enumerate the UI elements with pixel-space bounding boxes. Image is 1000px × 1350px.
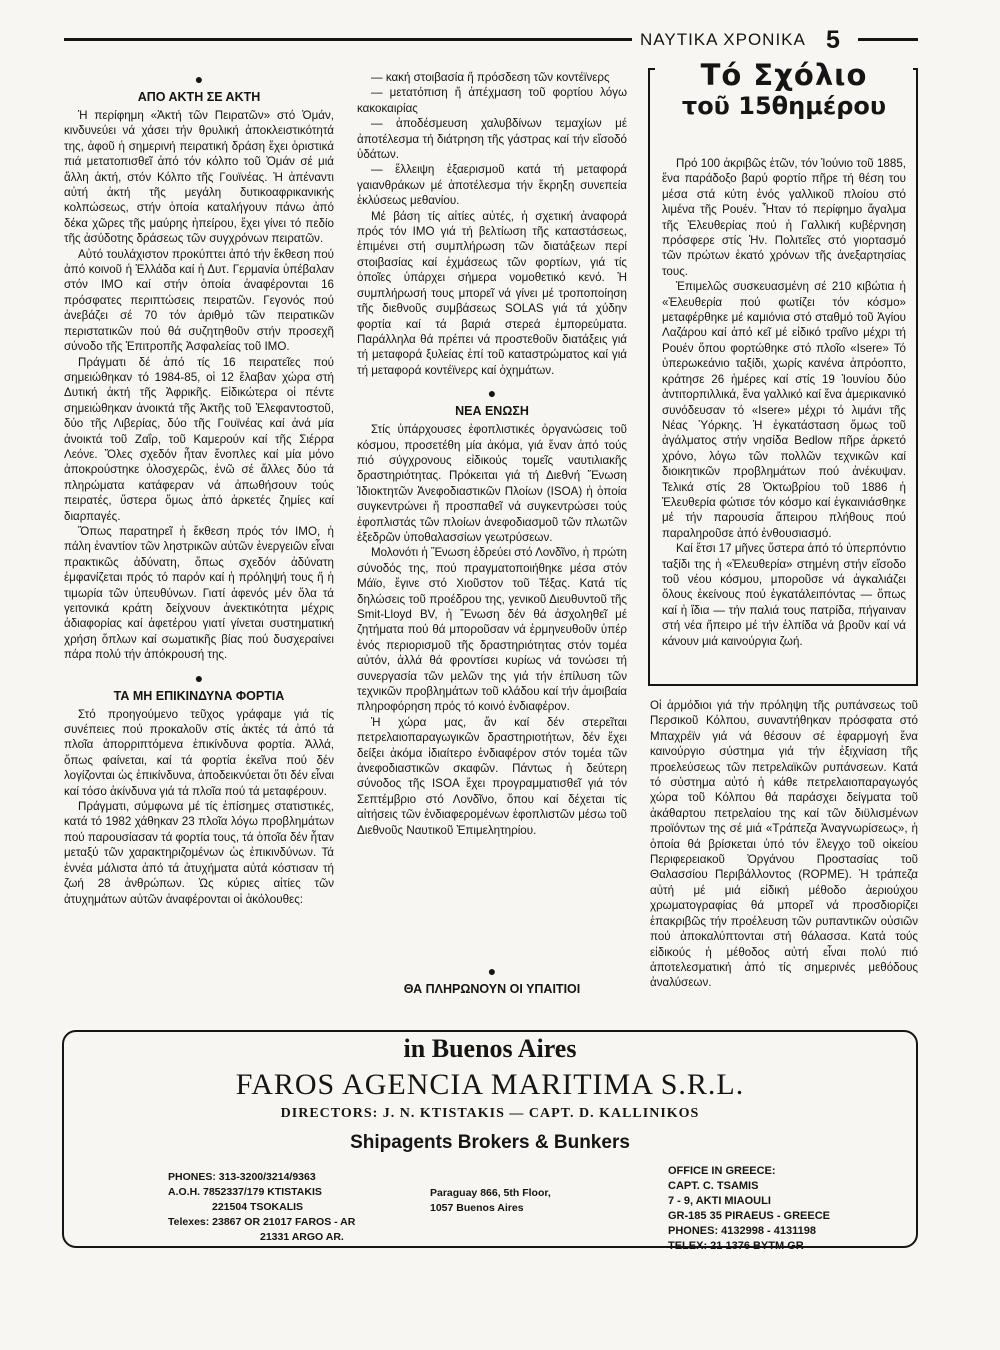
paragraph: Στό προηγούμενο τεῦχος γράφαμε γιά τίς συνέπειες πού προκαλοῦν στίς ἀκτές τά ἀπό τά πλοῖα ἀπορριπτόμενα ἐπικίνδυνα φορτία. Ἀλλά, ὅπως φαίνεται, καί τά φορτία ἐκεῖνα πού δέν λογίζονται ὡς ἐπικίνδυνα, ἀποδεικνύεται ὅτι δέν εἶναι καί τόσο ἀκίνδυνα γιά τά πλοῖα πού τά μεταφέρουν. — [64, 707, 334, 798]
section-bullet: ● — [487, 963, 497, 979]
commentary-body — [662, 156, 906, 649]
advert-greece-telex: TELEX: 21 1376 BYTM GR — [668, 1240, 804, 1252]
advert-greece-contact: CAPT. C. TSAMIS — [668, 1180, 759, 1192]
advert-address — [430, 1186, 630, 1216]
advert-address-1: Paraguay 866, 5th Floor, — [430, 1187, 551, 1199]
column-1 — [64, 66, 334, 907]
publication-title: ΝΑΥΤΙΚΑ ΧΡΟΝΙΚΑ — [640, 30, 806, 49]
advert-greece-office — [668, 1164, 908, 1254]
top-rule-left — [64, 38, 632, 41]
top-rule-right — [858, 38, 918, 41]
section-bullet: ● — [194, 71, 204, 87]
paragraph: Οἱ ἁρμόδιοι γιά τήν πρόληψη τῆς ρυπάνσεως τοῦ Περσικοῦ Κόλπου, συναντήθηκαν πρόσφατα στό Μπαχρέϊν γιά νά θέσουν σέ ἐφαρμογή ἕνα καινούργιο σύστημα γιά τήν ἐξιχνίαση τῆς προελεύσεως τῶν πετρελαϊκῶν ρυπάνσεων. Κατά τό σύστημα αὐτό ἡ κάθε πετρελαιοπαραγωγός χώρα τοῦ Κόλπου θά παράσχει δείγματα τοῦ ἀκάθαρτου πετρελαίου της καί τῶν διϋλισμένων προϊόντων της σέ μιά «Τράπεζα Ἀναγνωρίσεως», ἡ ὁποία θά βρίσκεται ὑπό τόν ἔλεγχο τοῦ οἰκείου Περιφερειακοῦ Ὀργάνου Προστασίας τοῦ Θαλασσίου Περιβάλλοντος (ROPME). Ἡ τράπεζα αὐτή μέ μιά εἰδική μέθοδο ἀεριούχου χρωματογραφίας θά μπορεῖ νά προσδιορίζει ἐπακριβῶς τήν προέλευση τῶν ρυπαντικῶν οὐσιῶν πού ἀποκαλύπτονται στή θάλασσα. Κατά τούς εἰδικούς ἡ μέθοδος αὐτή εἶναι πολύ πιό ἀποτελεσματική ἀπό τίς σημερινές μεθόδους ἀναλύσεων. — [650, 699, 918, 990]
advert-city: in Buenos Aires — [403, 1034, 577, 1063]
advert-greece-heading: OFFICE IN GREECE: — [668, 1165, 776, 1177]
advert-greece-phones: PHONES: 4132998 - 4131198 — [668, 1225, 816, 1237]
list-item: — ἀποδέσμευση χαλυβδίνων τεμαχίων μέ ἀποτέλεσμα τή διάτρηση τῆς γάστρας καί τήν εἴσοδό ὑδάτων. — [357, 117, 627, 162]
paragraph: Ὅπως παρατηρεῖ ἡ ἔκθεση πρός τόν ΙΜΟ, ἡ πάλη ἐναντίον τῶν ληστρικῶν αὐτῶν ἐνεργειῶν εἶναι πρακτικῶς ἀδύνατη, ὅπως σχεδόν ἀδύνατη ἐμφανίζεται πρός τό παρόν καί ἡ πρόληψή τους ἤ ἡ τιμωρία τῶν ὑπευθύνων. Γιατί ἀφενός μέν ὅλα τά γειτονικά κράτη δείχνουν ἀνεκτικότητα μέχρις ἀδιαφορίας καί ἀφετέρου γιατί γίνεται συστηματική χρήση ὅπλων καί σωματικῆς βίας πού δυσχεραίνει πάρα πολύ τήν ἀπόκρουσή της. — [64, 524, 334, 662]
section-heading-cargo: ΤΑ ΜΗ ΕΠΙΚΙΝΔΥΝΑ ΦΟΡΤΙΑ — [113, 688, 285, 703]
paragraph: Ἐπιμελῶς συσκευασμένη σέ 210 κιβώτια ἡ «Ἐλευθερία πού φωτίζει τόν κόσμο» μεταφέρθηκε μέ καμιόνια στό σταθμό τοῦ Ἁγίου Λαζάρου καί ἀπό κεῖ μέ εἰδικό τραῖνο μέχρι τή Ρουέν ὅπου φορτώθηκε στό πλοῖο «Isere» Τό ὑπερωκεάνιο ταξίδι, χωρίς κανένα ἀπρόοπτο, κράτησε 26 ἡμέρες καί στίς 19 Ἰουνίου δύο ἀντιτορπιλλικά, ἕνα γαλλικό καί ἕνα ἀμερικανικό συνόδευσαν τό «Isere» μέχρι τό λιμάνι τῆς Νέας Ὑόρκης. Ἡ ἐγκατάσταση ὅμως τοῦ ἀγάλματος στήν νησίδα Bedlow πῆρε ἀρκετό χρόνο, λόγω τῶν πολλῶν τεχνικῶν καί διοικητικῶν προβλημάτων πού ἀνέκυψαν. Τελικά στίς 28 Ὀκτωβρίου τοῦ 1886 ἡ Ἐλευθερία φώτισε τόν κόσμο καί ἐγκαινιάσθηκε μέ τήν παρουσία ἄπειρου πλήθους πού παραληροῦσε ἀπό ἐνθουσιασμό. — [662, 280, 906, 540]
advert-greece-street: 7 - 9, AKTI MIAOULI — [668, 1195, 771, 1207]
paragraph: Αὐτό τουλάχιστον προκύπτει ἀπό τήν ἔκθεση πού ἀπό κοινοῦ ἡ Ἑλλάδα καί ἡ Δυτ. Γερμανία ὑπέβαλαν στόν ΙΜΟ καί στήν ὁποία ἀναφέρονται 16 πρόσφατες περιπτώσεις πειρατῶν. Γεγονός πού ἀνεβάζει σέ 70 τόν ἀριθμό τῶν πειρατικῶν περιστατικῶν πού θά συζητηθοῦν στήν προσεχῆ σύνοδο τῆς Ἐπιτροπῆς Ἀσφαλείας τοῦ ΙΜΟ. — [64, 247, 334, 354]
advert-greece-city: GR-185 35 PIRAEUS - GREECE — [668, 1210, 830, 1222]
advert-phones — [168, 1170, 428, 1245]
paragraph: Πρό 100 ἀκριβῶς ἐτῶν, τόν Ἰούνιο τοῦ 1885, ἕνα παράδοξο βαρύ φορτίο πῆρε τή θέση του μέσα στά κύτη ἑνός γαλλικοῦ πλοίου στό λιμένα τῆς Ρουέν. Ἦταν τό περίφημο ἄγαλμα τῆς Ἐλευθερίας πού ἡ Γαλλική κυβέρνηση πρόσφερε στίς Ἡν. Πολιτεῖες στό γιορτασμό τῶν πρώτων ἑκατό χρόνων τῆς ἀνεξαρτησίας τους. — [662, 157, 906, 278]
paragraph: Μολονότι ἡ Ἕνωση ἑδρεύει στό Λονδῖνο, ἡ πρώτη σύνοδός της, πού πραγματοποιήθηκε μέσα στόν Μάϊο, ἔγινε στό Χιοῦστον τοῦ Τέξας. Κατά τίς δηλώσεις τοῦ προέδρου της, γενικοῦ Διευθυντοῦ τῆς Smit-Lloyd BV, ἡ Ἕνωση δέν θά ἀσχοληθεῖ μέ ζητήματα πού θά μποροῦσαν νά ἑρμηνευθοῦν ὑπέρ ἐνός περιορισμοῦ τῆς δραστηριότητας στόν τομέα αὐτόν, ἀλλά θά φροντίσει κυρίως νά τονώσει τή συνεργασία τῶν μελῶν της γιά τήν ἐπίλυση τῶν τεχνικῶν προβλημάτων τοῦ κλάδου καί τήν ἀμοιβαία πληροφόρηση πρός τό κοινό ἐνδιαφέρον. — [357, 546, 627, 714]
advert-aoh-1: A.O.H. 7852337/179 KTISTAKIS — [168, 1186, 322, 1198]
polluters-body — [650, 698, 918, 991]
column-2 — [357, 70, 627, 838]
paragraph: Μέ βάση τίς αἰτίες αὐτές, ἡ σχετική ἀναφορά πρός τόν ΙΜΟ γιά τή βελτίωση τῆς καταστάσεως, ἐπιμένει στή συμπλήρωση τῶν διατάξεων περί στοιβασίας καί ἐχμάσεως τῶν φορτίων, γιά τίς ὁποῖες ὑπάρχει σήμερα νομοθετικό κενό. Ἡ συμπλήρωσή τους μπορεῖ νά γίνει μέ τροποποίηση τῆς διεθνοῦς συμβάσεως SOLAS γιά τά χύδην φορτία καί τά βαριά στερεά ἐμπορεύματα. Παράλληλα θά πρέπει νά προστεθοῦν διατάξεις γιά τή μεταφορά ξυλείας ἐπί τοῦ καταστρώματος καί γιά τή μεταφορά κοντέϊνερς καί ὀχημάτων. — [357, 209, 627, 377]
advert-address-2: 1057 Buenos Aires — [430, 1202, 524, 1214]
paragraph: Πράγματι, σύμφωνα μέ τίς ἐπίσημες στατιστικές, κατά τό 1982 χάθηκαν 23 πλοῖα λόγω προβλημάτων πού παρουσίασαν τά φορτία τους, τά ὁποῖα δέν ἦταν μεταξύ τῶν χαρακτηριζομένων ὡς ἐπικινδύνων. Τά ἐννέα μάλιστα ἀπό τά ἀτυχήματα αὐτά κόστισαν τή ζωή 28 ἀνθρώπων. Ὡς κύριες αἰτίες τῶν ἀτυχημάτων αὐτῶν ἀναφέρονται οἱ ἀκόλουθες: — [64, 800, 334, 906]
paragraph: Ἡ περίφημη «Ἀκτή τῶν Πειρατῶν» στό Ὀμάν, κινδυνεύει νά χάσει τήν θρυλική ἀποκλειστικότητά της, ἀφοῦ ἡ σημερινή πειρατική δράση ἔχει ὁριστικά πιά μετατοπισθεῖ ἀπό τόν κόλπο τοῦ Ὀμάν σέ μιά ἄλλη ἀκτή, στόν Κόλπο τῆς Γουϊνέας. Ἡ ἀπέναντι αὐτή ἀκτή τῆς μεγάλη δυτικοαφρικανικής κολπώσεως, στήν ὁποία καταλήγουν πάνω ἀπό δέκα χῶρες τῆς μαύρης ἠπείρου, ἔχει γίνει τό πεδίο τῆς ἀσύδοτης δράσεως τῶν συγχρόνων πειρατῶν. — [64, 109, 334, 246]
advert-company: FAROS AGENCIA MARITIMA S.R.L. — [235, 1068, 745, 1101]
list-item: — ἔλλειψη ἐξαερισμοῦ κατά τή μεταφορά γαιανθράκων μέ ἀποτέλεσμα τήν ἔκρηξη συνεπεία ἐκλύσεως μεθανίου. — [357, 163, 627, 208]
paragraph: Στίς ὑπάρχουσες ἐφοπλιστικές ὀργανώσεις τοῦ κόσμου, προσετέθη μία ἀκόμα, γιά ἕναν ἀπό τούς πιό σύγχρονους εἰδικούς τομεῖς ναυτιλιακῆς δραστηριότητας. Πρόκειται γιά τή Διεθνή Ἕνωση Ἰδιοκτητῶν Ἀνεφοδιαστικῶν Πλοίων (ISOA) ἡ ὁποία συγκεντρώνει ἤ προσπαθεῖ νά συγκεντρώσει τούς ἐφοπλιστάς τῶν πλοίων ἀνεφοδιασμοῦ τῶν πλωτῶν ἐξεδρῶν ὑποθαλασσίων γεωτρύσεων. — [357, 423, 627, 544]
commentary-title-line1: Τό Σχόλιο — [700, 58, 868, 92]
section-bullet: ● — [487, 385, 497, 402]
advert-services: Shipagents Brokers & Bunkers — [350, 1132, 630, 1153]
commentary-title — [655, 60, 913, 122]
advert-telexes-2: 21331 ARGO AR. — [260, 1231, 344, 1243]
list-item: — μετατόπιση ἤ ἀπέχμαση τοῦ φορτίου λόγω κακοκαιρίας — [357, 86, 627, 115]
paragraph: Καί ἔτσι 17 μῆνες ὕστερα ἀπό τό ὑπερπόντιο ταξίδι της ἡ «Ἐλευθερία» στημένη στήν εἴσοδο τοῦ νέου κόσμου, μποροῦσε νά ἀγκαλιάζει ὅλους ἐκείνους πού ἐγκατάλειπόντας — ὅπως καί ἡ ἴδια — τήν παλιά τους πατρίδα, πήγαιναν στή νέα ἤπειρο μέ τήν ἐλπίδα νά βροῦν καί νά κάνουν μιά καινούργια ζωή. — [662, 542, 906, 648]
page-number: 5 — [826, 26, 840, 54]
advert-directors: DIRECTORS: J. N. KTISTAKIS — CAPT. D. KALLINIKOS — [280, 1106, 700, 1121]
list-item: — κακή στοιβασία ἤ πρόσδεση τῶν κοντέϊνερς — [371, 71, 610, 84]
section-heading-union: ΝΕΑ ΕΝΩΣΗ — [455, 404, 529, 419]
advert-telexes: Telexes: 23867 OR 21017 FAROS - AR — [168, 1216, 356, 1228]
paragraph: Ἡ χώρα μας, ἄν καί δέν στερεῖται πετρελαιοπαραγωγικῶν δραστηριοτήτων, δέν ἔχει δείξει ἀκόμα ἰδιαίτερο ἐνδιαφέρον στόν τομέα τῶν ἀνεφοδιαστικῶν σκαφῶν. Πάντως ἡ δεύτερη σύνοδος τῆς ISOA ἔχει προγραμματισθεῖ γιά τόν Σεπτέμβριο στό Λονδῖνο, ὅπου καί δέχεται τίς αἰτήσεις τῶν ἐνδιαφερομένων ἐφοπλιστῶν μέσω τοῦ Διεθνοῦς Ναυτικοῦ Ἐπιμελητηρίου. — [357, 715, 627, 837]
section-heading-polluters: ΘΑ ΠΛΗΡΩΝΟΥΝ ΟΙ ΥΠΑΙΤΙΟΙ — [403, 982, 581, 996]
paragraph: Πράγματι δέ ἀπό τίς 16 πειρατεῖες πού σημειώθηκαν τό 1984-85, οἱ 12 ἔλαβαν χώρα στή Δυτική ἀκτή τῆς Ἀφρικῆς. Εἰδικώτερα οἱ πέντε σημειώθηκαν ἀνοικτά τῆς Ἀκτῆς τοῦ Ἐλεφαντοστοῦ, δύο τῆς Λιβερίας, δύο τῆς Γουϊνέας καί ἀνά μία ἀνοικτά τοῦ Ζαΐρ, τοῦ Καμερούν καί τῆς Σιέρρα Λεόνε. Ὅλες σχεδόν ἦταν ἔνοπλες καί μία μόνο ἀποκρούστηκε ὁλοσχερῶς, ἐνῶ σέ ἄλλες δύο τά πληρώματα κατάφεραν νά ἀπωθήσουν τούς πειρατές, ὕστερα ὅμως ἀπό ἀρκετές ζημίες καί διαρπαγές. — [64, 355, 334, 523]
advert-phone-line: PHONES: 313-3200/3214/9363 — [168, 1171, 316, 1183]
section-heading-coast: ΑΠΟ ΑΚΤΗ ΣΕ ΑΚΤΗ — [137, 90, 261, 104]
column-2-bottom — [357, 958, 627, 1000]
advert-aoh-2: 221504 TSOKALIS — [212, 1201, 304, 1213]
section-bullet: ● — [194, 669, 204, 686]
commentary-title-line2: τοῦ 15θημέρου — [681, 92, 887, 120]
